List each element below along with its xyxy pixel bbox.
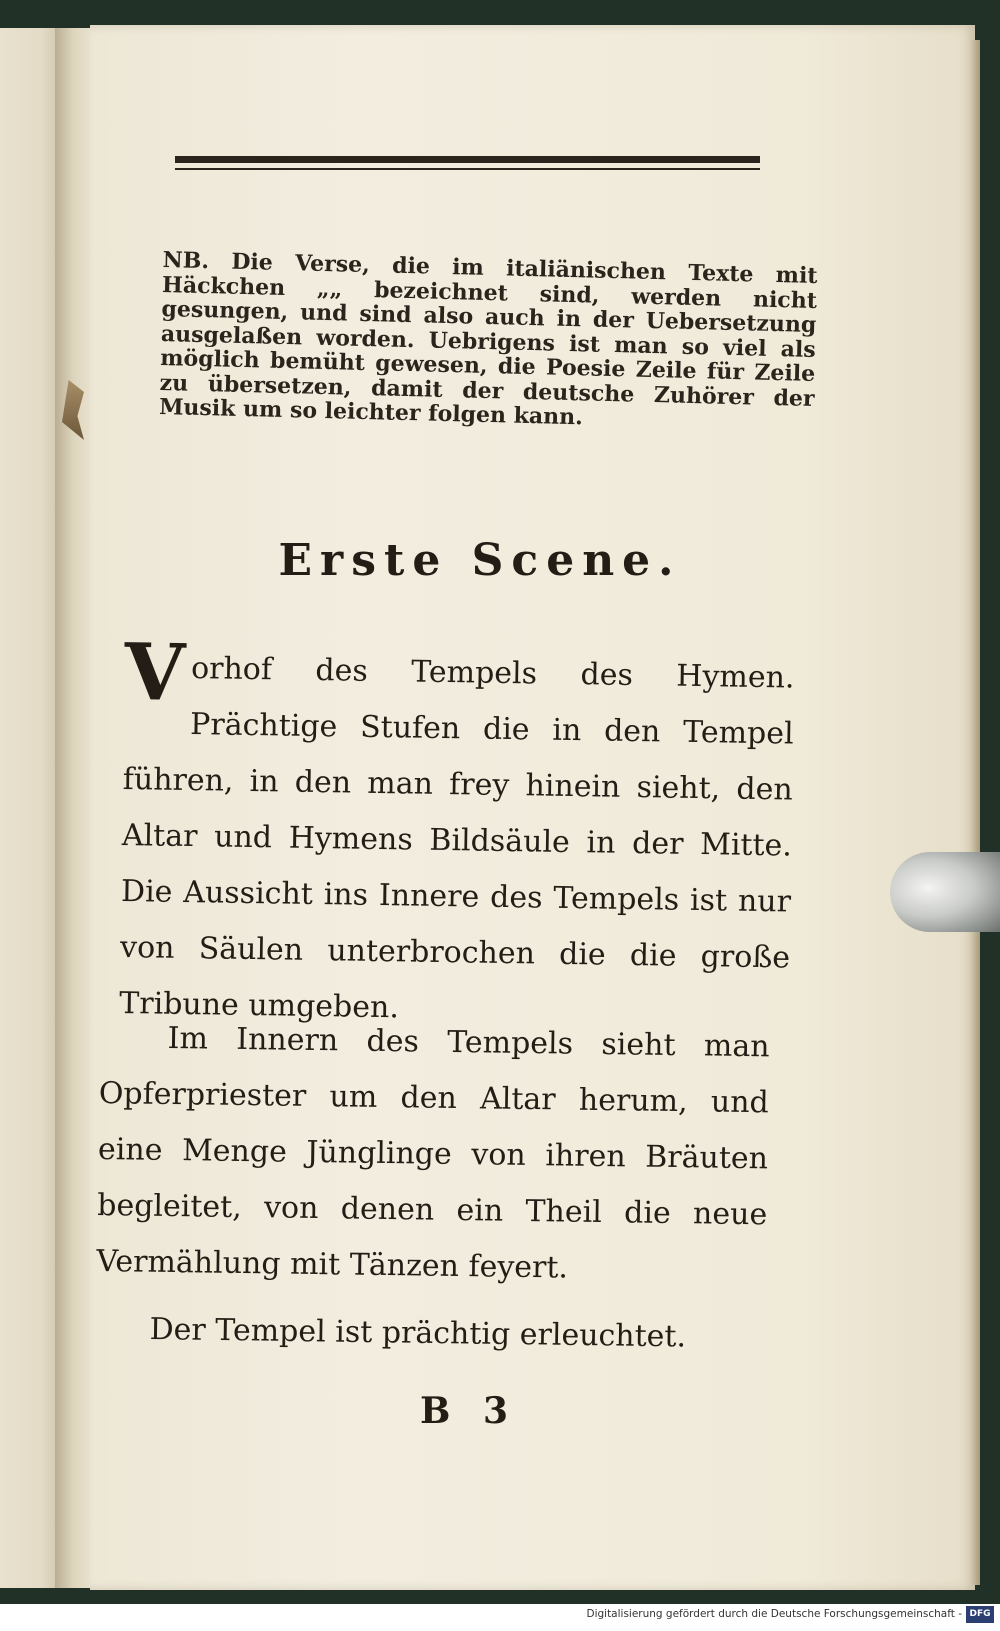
left-page-edge [0,28,60,1588]
stage-direction-paragraph-3: Der Tempel ist prächtig erleuchtet. [149,1311,687,1355]
dfg-logo-icon: DFG [966,1606,994,1623]
page-edge-shadow [970,40,980,1585]
footer-credit: Digitalisierung gefördert durch die Deutsche Forschungsgemeinschaft - [586,1608,962,1620]
page-clip [890,852,1000,932]
scene-heading: Erste Scene. [278,535,682,586]
drop-cap: V [123,627,186,719]
stage-direction-paragraph-1 [119,627,795,1042]
translator-note: NB. Die Verse, die im italiänischen Texte mit Häckchen „„ bezeichnet sind, werden nicht gesungen, und sind also auch in der Uebersetzung ausgelaßen worden. Uebrigens ist man so viel als möglich bemüht gewesen, die Poesie Zeile für Zeile zu übersetzen, damit der deutsche Zuhörer der Musik um so leichter folgen kann. [158,247,818,431]
header-rule-thin [175,168,760,170]
stage-direction-paragraph-2: Im Innern des Tempels sieht man Opferpriester um den Altar herum, und eine Menge Jünglinge von ihren Bräuten begleitet, von denen ein Theil die neue Vermählung mit Tänzen feyert. [96,1020,770,1286]
header-rule [175,156,760,163]
signature-mark: B 3 [420,1390,519,1432]
paragraph-1-text: orhof des Tempels des Hymen. Prächtige Stufen die in den Tempel führen, in den man frey hinein sieht, den Altar und Hymens Bildsäule in der Mitte. Die Aussicht ins Innere des Tempels ist nur von Säulen unterbrochen die die große Tribune umgeben. [119,651,795,1026]
